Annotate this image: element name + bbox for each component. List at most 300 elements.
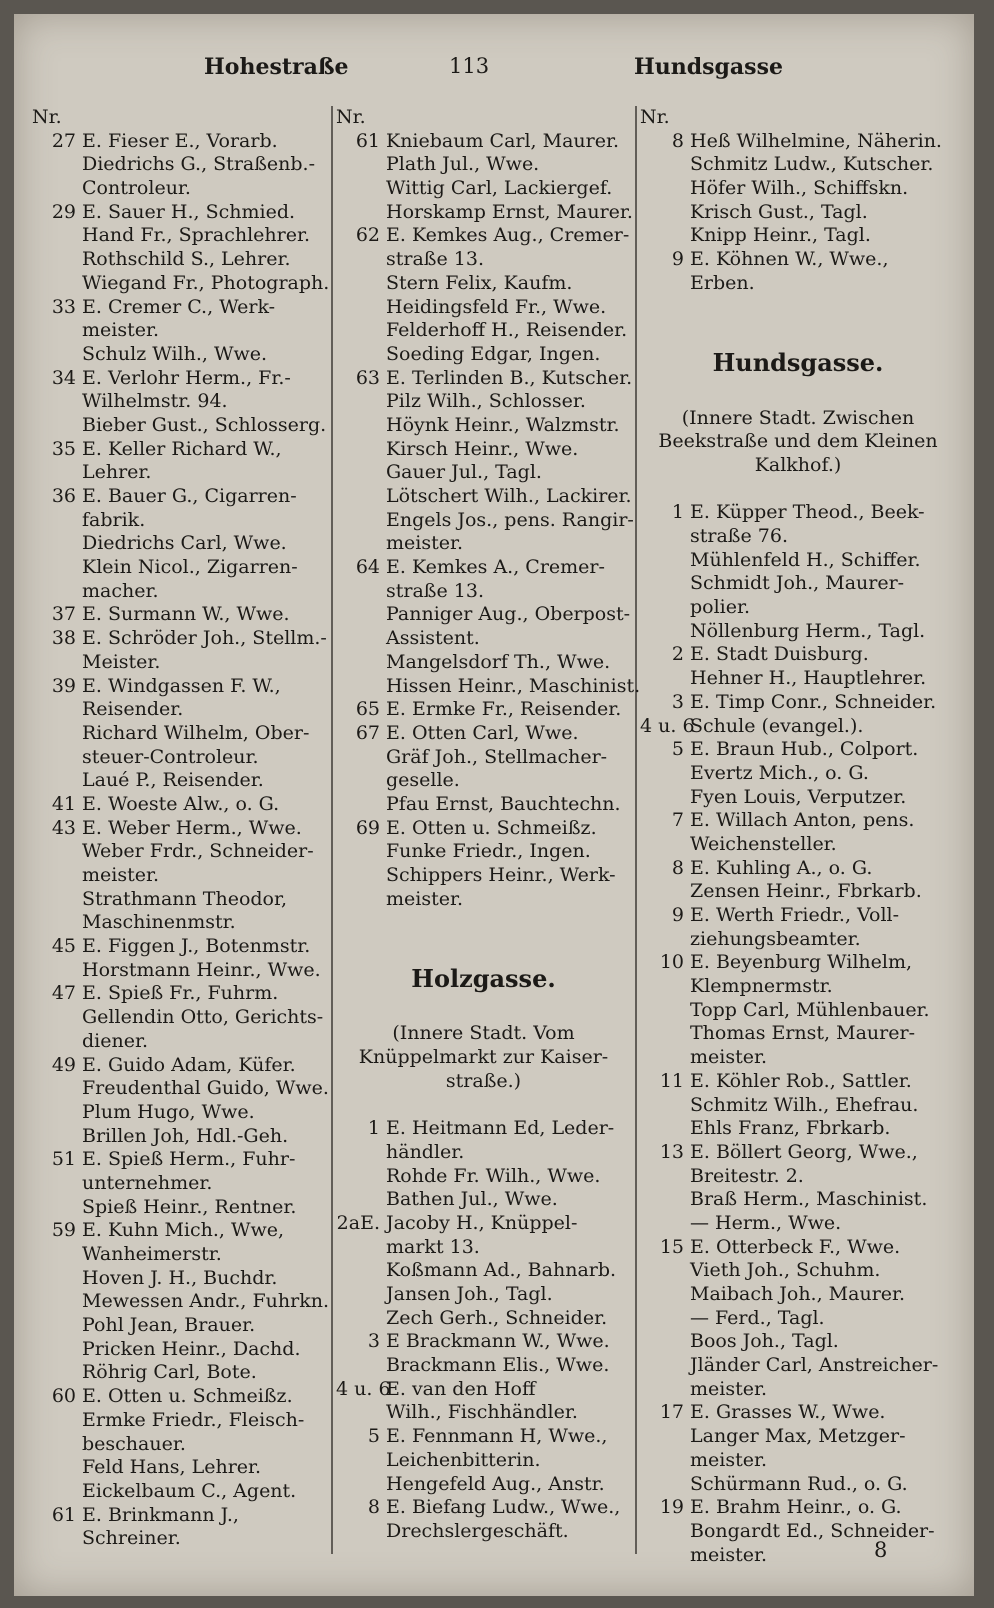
- house-number: 49: [51, 1053, 76, 1076]
- house-number: 1: [671, 501, 684, 524]
- house-number: 33: [51, 295, 76, 318]
- house-number: [640, 667, 690, 691]
- running-head: [14, 54, 974, 94]
- entry-text: E. Windgassen F. W.,: [82, 674, 281, 697]
- house-number: 17: [659, 1401, 684, 1424]
- entry-continuation: [336, 627, 631, 651]
- house-number: 45: [51, 935, 76, 958]
- directory-entry: [640, 1354, 956, 1378]
- entry-text: E. Otterbeck F., Wwe.: [690, 1235, 901, 1258]
- entry-text: meister.: [690, 1543, 768, 1566]
- directory-entry: [336, 864, 631, 888]
- directory-entry: [640, 153, 956, 177]
- directory-entry: [32, 1361, 327, 1385]
- entry-text: E. Kuhling A., o. G.: [690, 856, 873, 879]
- house-number: [32, 224, 82, 248]
- house-number: [336, 438, 386, 462]
- house-number: 61: [51, 1503, 76, 1526]
- house-number: 2aE.: [336, 1211, 380, 1234]
- entry-continuation: [32, 509, 327, 533]
- entry-text: E. Fennmann H, Wwe.,: [386, 1425, 608, 1448]
- directory-entry: [336, 1212, 631, 1236]
- entry-text: Hand Fr., Sprachlehrer.: [82, 224, 311, 247]
- entry-text: E. Schröder Joh., Stellm.-: [82, 627, 327, 650]
- directory-entry: [336, 651, 631, 675]
- column-2: [336, 106, 641, 1544]
- directory-entry: [32, 982, 327, 1006]
- directory-entry: [32, 224, 327, 248]
- entry-text: E. Beyenburg Wilhelm,: [690, 951, 913, 974]
- entry-text: E. Surmann W., Wwe.: [82, 603, 290, 626]
- house-number: [32, 319, 82, 343]
- entry-text: Schulz Wilh., Wwe.: [82, 342, 268, 365]
- spacer: [336, 1094, 631, 1118]
- house-number: [336, 769, 386, 793]
- directory-entry: [640, 1401, 956, 1425]
- entry-continuation: [640, 1165, 956, 1189]
- entry-text: Maibach Joh., Maurer.: [690, 1283, 906, 1305]
- entry-text: Ehls Franz, Fbrkarb.: [690, 1117, 891, 1140]
- entry-text: Gräf Joh., Stellmacher-: [386, 745, 608, 768]
- entry-text: steuer-Controleur.: [82, 745, 259, 768]
- house-number: [336, 414, 386, 438]
- entry-text: Schürmann Rud., o. G.: [690, 1472, 908, 1495]
- entry-text: Ermke Friedr., Fleisch-: [82, 1408, 305, 1431]
- entry-text: Hengefeld Aug., Anstr.: [386, 1472, 605, 1495]
- house-number: [32, 1243, 82, 1267]
- entry-text: E. Biefang Ludw., Wwe.,: [386, 1496, 621, 1519]
- entry-text: Rothschild S., Lehrer.: [82, 248, 291, 271]
- entry-text: meister.: [82, 319, 160, 342]
- entry-text: E. Woeste Alw., o. G.: [82, 792, 280, 815]
- entry-text: Jländer Carl, Anstreicher-: [690, 1354, 939, 1377]
- entry-continuation: [336, 1520, 631, 1544]
- directory-entry: [32, 793, 327, 817]
- entry-text: Assistent.: [386, 627, 480, 650]
- entry-text: Brackmann Elis., Wwe.: [386, 1354, 610, 1377]
- entry-text: Schippers Heinr., Werk-: [386, 864, 616, 886]
- house-number: [640, 177, 690, 201]
- house-number: [640, 1117, 690, 1141]
- house-number: [32, 1101, 82, 1125]
- directory-entry: [640, 691, 956, 715]
- spacer: [640, 478, 956, 502]
- house-number: [32, 248, 82, 272]
- house-number: [640, 1094, 690, 1118]
- house-number: 38: [51, 627, 76, 650]
- directory-entry: [336, 1496, 631, 1520]
- spacer: [640, 319, 956, 343]
- house-number: [640, 1378, 690, 1402]
- entry-text: Bathen Jul., Wwe.: [386, 1188, 558, 1211]
- house-number: [336, 864, 386, 888]
- entry-text: diener.: [82, 1029, 148, 1052]
- directory-entry: [32, 1148, 327, 1172]
- entry-text: geselle.: [386, 769, 460, 792]
- house-number: 4 u. 6: [640, 714, 695, 737]
- house-number: [640, 1046, 690, 1070]
- entry-text: — Herm., Wwe.: [690, 1211, 842, 1234]
- directory-entry: [336, 367, 631, 391]
- entry-text: Vieth Joh., Schuhm.: [690, 1259, 881, 1282]
- entry-text: Pohl Jean, Brauer.: [82, 1314, 256, 1337]
- entry-text: Brillen Joh, Hdl.-Geh.: [82, 1124, 289, 1147]
- entry-text: E. Timp Conr., Schneider.: [690, 690, 937, 713]
- entry-text: Leichenbitterin.: [386, 1448, 541, 1471]
- entry-text: Fyen Louis, Verputzer.: [690, 785, 907, 808]
- entry-text: markt 13.: [386, 1235, 480, 1258]
- house-number: [336, 1283, 386, 1307]
- house-number: 9: [671, 248, 684, 271]
- directory-entry: [640, 1520, 956, 1544]
- entry-text: Controleur.: [82, 177, 191, 200]
- entry-text: E. Küpper Theod., Beek-: [690, 501, 925, 524]
- directory-entry: [336, 343, 631, 367]
- directory-entry: [32, 1267, 327, 1291]
- directory-entry: [640, 1117, 956, 1141]
- entry-text: Jansen Joh., Tagl.: [386, 1283, 553, 1305]
- directory-entry: [336, 698, 631, 722]
- entry-text: Wilhelmstr. 94.: [82, 390, 228, 413]
- house-number: [640, 1354, 690, 1378]
- directory-entry: [32, 627, 327, 651]
- house-number: [32, 888, 82, 912]
- directory-entry: [32, 1054, 327, 1078]
- directory-entry: [32, 603, 327, 627]
- entry-continuation: [32, 580, 327, 604]
- directory-entry: [32, 1338, 327, 1362]
- entry-text: Koßmann Ad., Bahnarb.: [386, 1259, 617, 1282]
- house-number: [336, 627, 386, 651]
- entry-continuation: [32, 651, 327, 675]
- entry-text: meister.: [386, 887, 464, 910]
- house-number: [640, 880, 690, 904]
- directory-entry: [32, 840, 327, 864]
- directory-entry: [640, 248, 956, 272]
- directory-entry: [640, 549, 956, 573]
- directory-entry: [336, 1307, 631, 1331]
- house-number: [640, 1259, 690, 1283]
- entry-continuation: [32, 1527, 327, 1551]
- house-number: [640, 1307, 690, 1331]
- entry-text: Breitestr. 2.: [690, 1164, 804, 1187]
- entry-text: straße 13.: [386, 248, 484, 271]
- entry-continuation: [640, 525, 956, 549]
- entry-text: Drechslergeschäft.: [386, 1519, 569, 1542]
- entry-text: E. Werth Friedr., Voll-: [690, 904, 900, 926]
- house-number: [336, 153, 386, 177]
- directory-entry: [336, 1473, 631, 1497]
- entry-text: straße 76.: [690, 525, 788, 547]
- entry-text: E Brackmann W., Wwe.: [386, 1330, 610, 1353]
- entry-text: Wittig Carl, Lackiergef.: [386, 177, 613, 200]
- entry-text: Eickelbaum C., Agent.: [82, 1479, 297, 1502]
- house-number: [32, 1172, 82, 1196]
- house-number: [640, 1425, 690, 1449]
- house-number: [640, 975, 690, 999]
- entry-text: Feld Hans, Lehrer.: [82, 1456, 262, 1479]
- house-number: 8: [671, 129, 684, 152]
- directory-entry: [336, 817, 631, 841]
- directory-entry: [336, 1330, 631, 1354]
- entry-text: E. Spieß Fr., Fuhrm.: [82, 982, 279, 1005]
- house-number: 65: [355, 698, 380, 721]
- entry-continuation: [32, 461, 327, 485]
- entry-text: Pilz Wilh., Schlosser.: [386, 390, 586, 413]
- entry-text: Funke Friedr., Ingen.: [386, 840, 591, 863]
- directory-entry: [32, 817, 327, 841]
- house-number: [32, 1480, 82, 1504]
- entry-text: Soeding Edgar, Ingen.: [386, 342, 601, 365]
- house-number: 3: [671, 690, 684, 713]
- entry-text: Bongardt Ed., Schneider-: [690, 1519, 935, 1542]
- entry-continuation: [32, 390, 327, 414]
- house-number: [32, 580, 82, 604]
- entry-continuation: [336, 769, 631, 793]
- entry-text: Röhrig Carl, Bote.: [82, 1361, 257, 1384]
- entry-text: Klein Nicol., Zigarren-: [82, 556, 298, 579]
- entry-continuation: [32, 319, 327, 343]
- directory-entry: [32, 271, 330, 296]
- house-number: [32, 1361, 82, 1385]
- entry-text: straße 13.: [386, 579, 484, 602]
- entry-continuation: [32, 746, 327, 770]
- entry-text: meister.: [690, 1377, 768, 1400]
- directory-entry: [32, 1480, 327, 1504]
- directory-entry: [336, 603, 631, 627]
- street-description: (Innere Stadt. Zwischen: [681, 406, 915, 429]
- house-number: 39: [51, 674, 76, 697]
- house-number: [336, 1473, 386, 1497]
- house-number: [32, 414, 82, 438]
- entry-text: Richard Wilhelm, Ober-: [82, 721, 310, 744]
- entry-continuation: [640, 1378, 956, 1402]
- entry-text: E. Brinkmann J.,: [82, 1503, 239, 1526]
- house-number: [640, 999, 690, 1023]
- entry-text: E. Stadt Duisburg.: [690, 643, 869, 666]
- entry-text: Heß Wilhelmine, Näherin.: [690, 129, 942, 152]
- house-number: 10: [659, 951, 684, 974]
- directory-entry: [640, 1070, 956, 1094]
- house-number: [32, 698, 82, 722]
- directory-entry: [336, 438, 631, 462]
- entry-text: Schmidt Joh., Maurer-: [690, 572, 905, 595]
- entry-text: Schmitz Ludw., Kutscher.: [690, 153, 934, 176]
- entry-text: macher.: [82, 579, 159, 602]
- house-number: 5: [367, 1425, 380, 1448]
- directory-entry: [32, 1101, 327, 1125]
- entry-continuation: [336, 248, 631, 272]
- street-description: straße.): [445, 1069, 522, 1092]
- entry-text: E. Böllert Georg, Wwe.,: [690, 1140, 918, 1163]
- house-number: 2: [671, 643, 684, 666]
- street-description: Kalkhof.): [754, 453, 842, 476]
- house-number: [336, 888, 386, 912]
- entry-text: Laué P., Reisender.: [82, 769, 264, 792]
- entry-text: meister.: [386, 532, 464, 555]
- directory-entry: [640, 620, 956, 644]
- directory-entry: [336, 224, 631, 248]
- house-number: [336, 746, 386, 770]
- directory-entry: [32, 935, 327, 959]
- entry-text: Nöllenburg Herm., Tagl.: [690, 619, 926, 642]
- entry-text: Stern Felix, Kaufm.: [386, 271, 573, 294]
- house-number: [640, 1330, 690, 1354]
- entry-text: E. Brahm Heinr., o. G.: [690, 1496, 902, 1519]
- entry-text: E. Fieser E., Vorarb.: [82, 129, 278, 152]
- entry-text: Pfau Ernst, Bauchtechn.: [386, 792, 621, 815]
- house-number: 41: [51, 792, 76, 815]
- entry-text: Schule (evangel.).: [690, 714, 864, 737]
- house-number: [640, 549, 690, 573]
- directory-entry: [32, 1456, 327, 1480]
- house-number: [32, 509, 82, 533]
- entry-text: E. van den Hoff: [386, 1377, 536, 1400]
- directory-entry: [640, 715, 956, 739]
- directory-entry: [640, 999, 956, 1023]
- house-number: [336, 793, 386, 817]
- entry-text: Gauer Jul., Tagl.: [386, 461, 542, 484]
- directory-entry: [32, 414, 327, 438]
- directory-entry: [640, 762, 956, 786]
- entry-text: Engels Jos., pens. Rangir-: [386, 508, 634, 531]
- house-number: 27: [51, 129, 76, 152]
- entry-text: Lehrer.: [82, 461, 152, 484]
- house-number: [336, 296, 386, 320]
- directory-entry: [640, 880, 956, 904]
- house-number: [640, 928, 690, 952]
- directory-entry: [336, 1425, 631, 1449]
- entry-text: Diedrichs Carl, Wwe.: [82, 532, 287, 555]
- house-number: [32, 1314, 82, 1338]
- house-number: [640, 224, 690, 248]
- entry-text: E. Grasses W., Wwe.: [690, 1401, 886, 1424]
- entry-continuation: [640, 928, 956, 952]
- entry-text: Schmitz Wilh., Ehefrau.: [690, 1093, 919, 1116]
- house-number: 34: [51, 366, 76, 389]
- house-number: [640, 1544, 690, 1568]
- house-number: [32, 1409, 82, 1433]
- house-number: [640, 762, 690, 786]
- directory-entry: [640, 809, 956, 833]
- entry-continuation: [640, 1449, 956, 1473]
- house-number: 5: [671, 738, 684, 761]
- entry-continuation: [32, 1243, 327, 1267]
- house-number: [336, 343, 386, 367]
- house-number: [32, 1196, 82, 1220]
- entry-text: Diedrichs G., Straßenb.-: [82, 153, 316, 176]
- house-number: [32, 532, 82, 556]
- house-number: 9: [671, 904, 684, 926]
- entry-text: E. Terlinden B., Kutscher.: [386, 366, 633, 389]
- directory-entry: [336, 1283, 631, 1307]
- house-number: [336, 1141, 386, 1165]
- house-number: [640, 272, 690, 296]
- entry-text: Topp Carl, Mühlenbauer.: [690, 998, 930, 1021]
- directory-entry: [32, 1409, 327, 1433]
- directory-entry: [32, 556, 327, 580]
- house-number: [32, 461, 82, 485]
- house-number: [336, 319, 386, 343]
- directory-entry: [640, 572, 956, 596]
- entry-text: unternehmer.: [82, 1171, 213, 1194]
- entry-text: Knipp Heinr., Tagl.: [690, 224, 871, 247]
- entry-text: E. Otten u. Schmeißz.: [386, 816, 597, 839]
- directory-entry: [336, 508, 634, 533]
- directory-entry: [640, 643, 956, 667]
- house-number: [336, 272, 386, 296]
- entry-text: Hoven J. H., Buchdr.: [82, 1266, 278, 1289]
- entry-text: Freudenthal Guido, Wwe.: [82, 1077, 329, 1100]
- entry-text: Gellendin Otto, Gerichts-: [82, 1006, 324, 1029]
- entry-text: Heidingsfeld Fr., Wwe.: [386, 295, 607, 318]
- entry-text: E. Verlohr Herm., Fr.-: [82, 366, 291, 389]
- directory-entry: [32, 532, 327, 556]
- entry-text: Braß Herm., Maschinist.: [690, 1188, 928, 1211]
- entry-text: Horskamp Ernst, Maurer.: [386, 200, 633, 223]
- entry-continuation: [336, 888, 631, 912]
- directory-entry: [640, 1141, 956, 1165]
- directory-entry: [640, 1307, 956, 1331]
- entry-text: Horstmann Heinr., Wwe.: [82, 958, 321, 981]
- entry-text: Kirsch Heinr., Wwe.: [386, 437, 579, 460]
- spacer: [640, 383, 956, 407]
- house-number: [640, 620, 690, 644]
- directory-entry: [336, 153, 631, 177]
- entry-continuation: [640, 1046, 956, 1070]
- house-number: [336, 1165, 386, 1189]
- entry-text: Hehner H., Hauptlehrer.: [690, 667, 927, 690]
- entry-continuation: [336, 580, 631, 604]
- spacer: [336, 999, 631, 1023]
- house-number: [32, 1030, 82, 1054]
- directory-entry: [32, 1504, 327, 1528]
- house-number: [336, 485, 386, 509]
- entry-text: Wiegand Fr., Photograph.: [82, 271, 330, 294]
- house-number: 35: [51, 437, 76, 460]
- house-number: [32, 343, 82, 367]
- street-description: (Innere Stadt. Vom: [392, 1022, 575, 1045]
- entry-continuation: [32, 177, 327, 201]
- column-header: Nr.: [640, 106, 670, 128]
- entry-continuation: [336, 1449, 631, 1473]
- house-number: 51: [51, 1148, 76, 1171]
- house-number: [336, 1354, 386, 1378]
- entry-text: Schreiner.: [82, 1527, 181, 1550]
- house-number: 47: [51, 982, 76, 1005]
- directory-entry: [336, 556, 631, 580]
- entry-continuation: [32, 1172, 327, 1196]
- entry-text: Langer Max, Metzger-: [690, 1425, 906, 1448]
- directory-entry: [640, 501, 956, 525]
- directory-entry: [640, 951, 956, 975]
- directory-entry: [32, 1196, 327, 1220]
- directory-entry: [32, 1125, 327, 1149]
- directory-entry: [640, 1022, 956, 1046]
- entry-text: Evertz Mich., o. G.: [690, 761, 869, 784]
- entry-text: E. Spieß Herm., Fuhr-: [82, 1148, 296, 1171]
- entry-text: Thomas Ernst, Maurer-: [690, 1022, 915, 1045]
- directory-entry: [336, 414, 631, 438]
- entry-text: meister.: [82, 864, 160, 886]
- directory-entry: [336, 485, 631, 509]
- entry-text: meister.: [690, 1046, 768, 1069]
- directory-entry: [640, 224, 956, 248]
- directory-entry: [336, 1259, 631, 1283]
- house-number: [640, 1212, 690, 1236]
- entry-text: Plath Jul., Wwe.: [386, 153, 540, 176]
- running-head-left: Hohestraße: [204, 54, 349, 80]
